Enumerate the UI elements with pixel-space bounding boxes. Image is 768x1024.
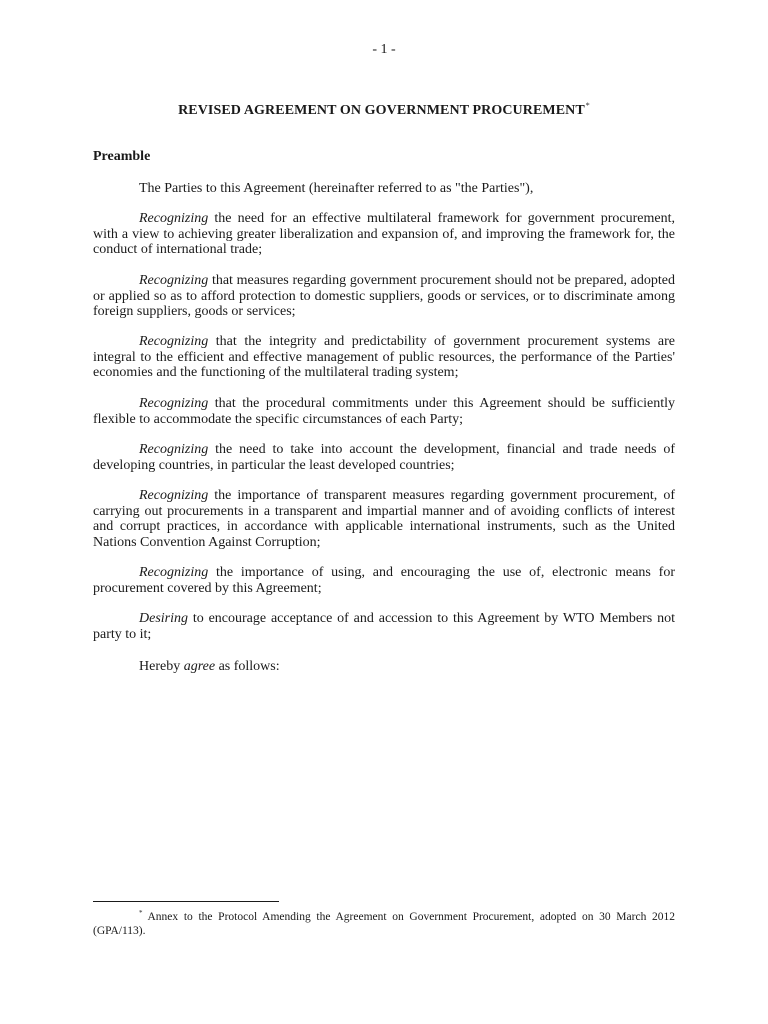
closing-after: as follows: bbox=[215, 659, 280, 674]
recital-text: that measures regarding government procurement should not be prepared, adopted or applied so as to afford protection to domestic suppliers, goods or services, or to discriminate among foreign suppliers, goods or services; bbox=[93, 273, 675, 319]
recital-paragraph bbox=[93, 442, 675, 473]
recital-lead: Recognizing bbox=[139, 334, 209, 349]
recital-paragraph bbox=[93, 273, 675, 320]
recital-text: the importance of transparent measures regarding government procurement, of carrying out procurements in a transparent and impartial manner and of avoiding conflicts of interest and corrupt practices, in accordance with applicable international instruments, such as the United Nations Convention Against Corruption; bbox=[93, 488, 675, 550]
recital-lead: Recognizing bbox=[139, 565, 209, 580]
recital-paragraph bbox=[93, 334, 675, 381]
footnote-divider bbox=[93, 901, 279, 902]
recital-lead: Recognizing bbox=[139, 442, 209, 457]
footnote-marker: * bbox=[139, 909, 143, 917]
recital-text: the need to take into account the development, financial and trade needs of developing countries, in particular the least developed countries; bbox=[93, 442, 675, 473]
recital-lead: Recognizing bbox=[139, 273, 209, 288]
recital-lead: Recognizing bbox=[139, 396, 209, 411]
recital-lead: Desiring bbox=[139, 611, 188, 626]
recital-text: that the procedural commitments under this Agreement should be sufficiently flexible to accommodate the specific circumstances of each Party; bbox=[93, 396, 675, 427]
parties-paragraph-text: The Parties to this Agreement (hereinafter referred to as "the Parties"), bbox=[139, 181, 534, 196]
document-title-text: REVISED AGREEMENT ON GOVERNMENT PROCUREMENT bbox=[178, 103, 585, 118]
document-title bbox=[93, 101, 675, 119]
recital-paragraph bbox=[93, 211, 675, 258]
footnote-text: Annex to the Protocol Amending the Agreement on Government Procurement, adopted on 30 March 2012 (GPA/113). bbox=[93, 911, 675, 937]
closing-emphasis: agree bbox=[183, 659, 216, 674]
recital-lead: Recognizing bbox=[139, 211, 209, 226]
recital-paragraph bbox=[93, 611, 675, 642]
closing-paragraph bbox=[93, 659, 675, 675]
recital-text: the importance of using, and encouraging the use of, electronic means for procurement covered by this Agreement; bbox=[93, 565, 675, 596]
parties-paragraph bbox=[93, 181, 675, 197]
footnote bbox=[93, 906, 675, 938]
page-number: - 1 - bbox=[372, 42, 396, 57]
recital-text: to encourage acceptance of and accession to this Agreement by WTO Members not party to it; bbox=[93, 611, 675, 642]
preamble-heading: Preamble bbox=[93, 149, 151, 164]
recital-lead: Recognizing bbox=[139, 488, 209, 503]
recital-paragraph bbox=[93, 565, 675, 596]
recital-paragraph bbox=[93, 396, 675, 427]
title-footnote-marker: * bbox=[585, 101, 590, 110]
recital-text: that the integrity and predictability of government procurement systems are integral to the efficient and effective management of public resources, the performance of the Parties' economies and the functioning of the multilateral trading system; bbox=[93, 334, 675, 380]
recital-text: the need for an effective multilateral framework for government procurement, with a view to achieving greater liberalization and expansion of, and improving the framework for, the conduct of international trade; bbox=[93, 211, 675, 257]
recital-paragraph bbox=[93, 488, 675, 550]
closing-before: Hereby bbox=[139, 659, 184, 674]
